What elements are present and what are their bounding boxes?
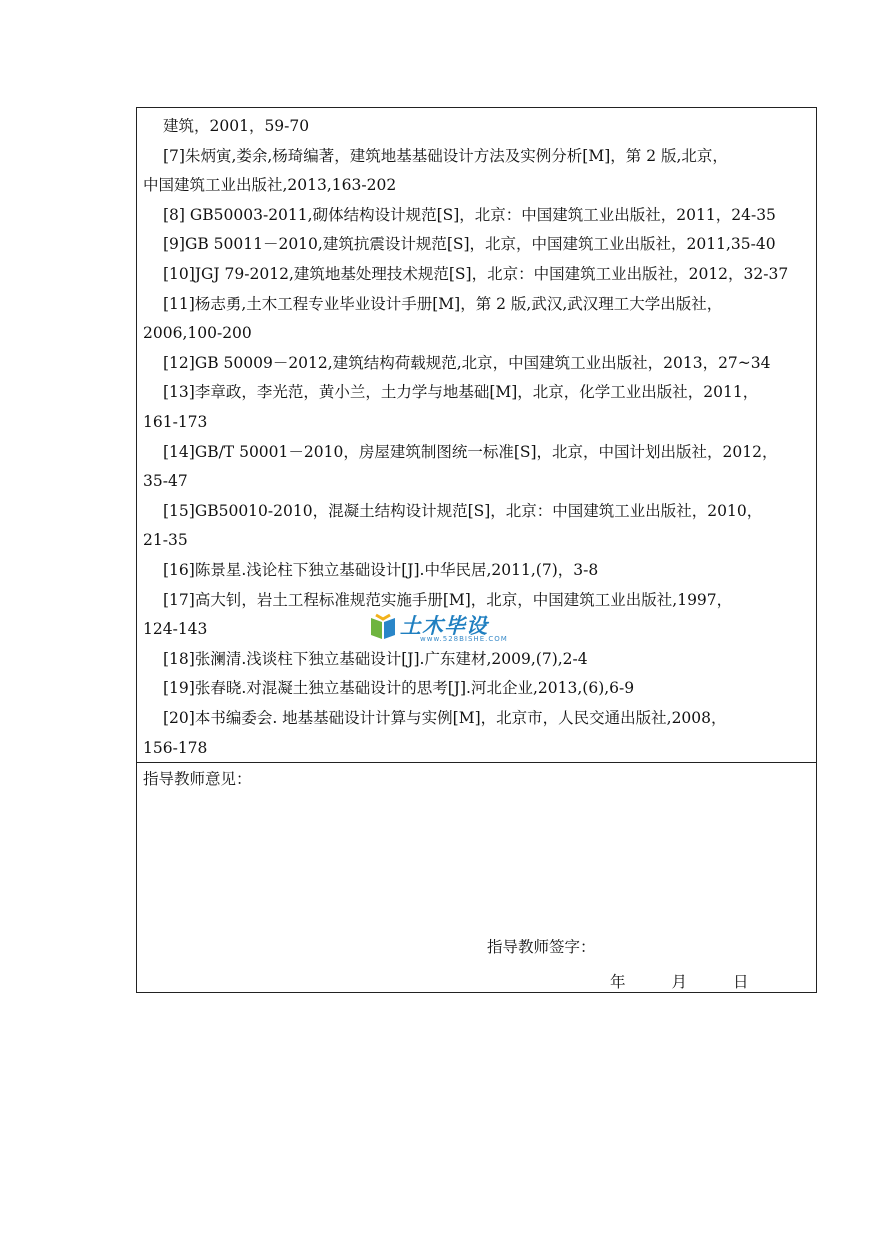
signature-date	[610, 971, 749, 993]
reference-line: [19]张春晓.对混凝土独立基础设计的思考[J].河北企业,2013,(6),6-9	[163, 679, 635, 698]
reference-line: [8] GB50003-2011,砌体结构设计规范[S]，北京：中国建筑工业出版社，2011，24-35	[163, 205, 776, 224]
advisor-signature-label: 指导教师签字：	[487, 938, 596, 956]
watermark-url: www.528BISHE.COM	[420, 635, 508, 643]
reference-line: [10]JGJ 79-2012,建筑地基处理技术规范[S]，北京：中国建筑工业出版社，2012，32-37	[163, 265, 789, 283]
reference-line: [14]GB/T 50001－2010，房屋建筑制图统一标准[S]，北京，中国计划出版社，2012，	[163, 442, 778, 461]
references-cell	[137, 108, 816, 763]
book-logo-icon	[368, 612, 398, 642]
reference-line: 156-178	[143, 738, 208, 757]
reference-line: [7]朱炳寅,娄余,杨琦编著，建筑地基基础设计方法及实例分析[M]，第 2 版,北京，	[163, 146, 728, 165]
reference-line: [18]张澜清.浅谈柱下独立基础设计[J].广东建材,2009,(7),2-4	[163, 649, 588, 668]
reference-line: 建筑，2001，59-70	[163, 117, 310, 135]
reference-line: [16]陈景星.浅论柱下独立基础设计[J].中华民居,2011,(7)，3-8	[163, 561, 599, 579]
advisor-opinion-label: 指导教师意见：	[143, 770, 252, 788]
reference-line: [12]GB 50009－2012,建筑结构荷载规范,北京，中国建筑工业出版社，2013，27~34	[163, 353, 771, 372]
watermark-name: 土木毕设	[400, 614, 488, 638]
reference-line: [9]GB 50011－2010,建筑抗震设计规范[S]，北京，中国建筑工业出版社，2011,35-40	[163, 235, 776, 254]
reference-line: 2006,100-200	[143, 324, 252, 343]
date-month-label: 月	[671, 973, 688, 991]
watermark-logo	[368, 612, 528, 642]
form-table	[136, 107, 817, 993]
reference-line: 21-35	[143, 531, 188, 550]
reference-line: [15]GB50010-2010，混凝土结构设计规范[S]，北京：中国建筑工业出版社，2010，	[163, 501, 763, 520]
date-year-label: 年	[610, 973, 626, 991]
reference-line: [11]杨志勇,土木工程专业毕业设计手册[M]，第 2 版,武汉,武汉理工大学出版社，	[163, 294, 723, 313]
date-day-label: 日	[733, 973, 749, 991]
reference-line: [17]高大钊，岩土工程标准规范实施手册[M]，北京，中国建筑工业出版社,1997，	[163, 590, 733, 609]
reference-line: [20]本书编委会. 地基基础设计计算与实例[M]，北京市，人民交通出版社,2008，	[163, 709, 727, 727]
reference-line: 中国建筑工业出版社,2013,163-202	[143, 176, 397, 195]
reference-line: 124-143	[143, 620, 208, 639]
advisor-opinion-cell	[137, 763, 816, 992]
reference-line: 161-173	[143, 413, 208, 431]
reference-line: [13]李章政，李光范，黄小兰，土力学与地基础[M]，北京，化学工业出版社，2011，	[163, 383, 759, 402]
reference-line: 35-47	[143, 472, 188, 491]
